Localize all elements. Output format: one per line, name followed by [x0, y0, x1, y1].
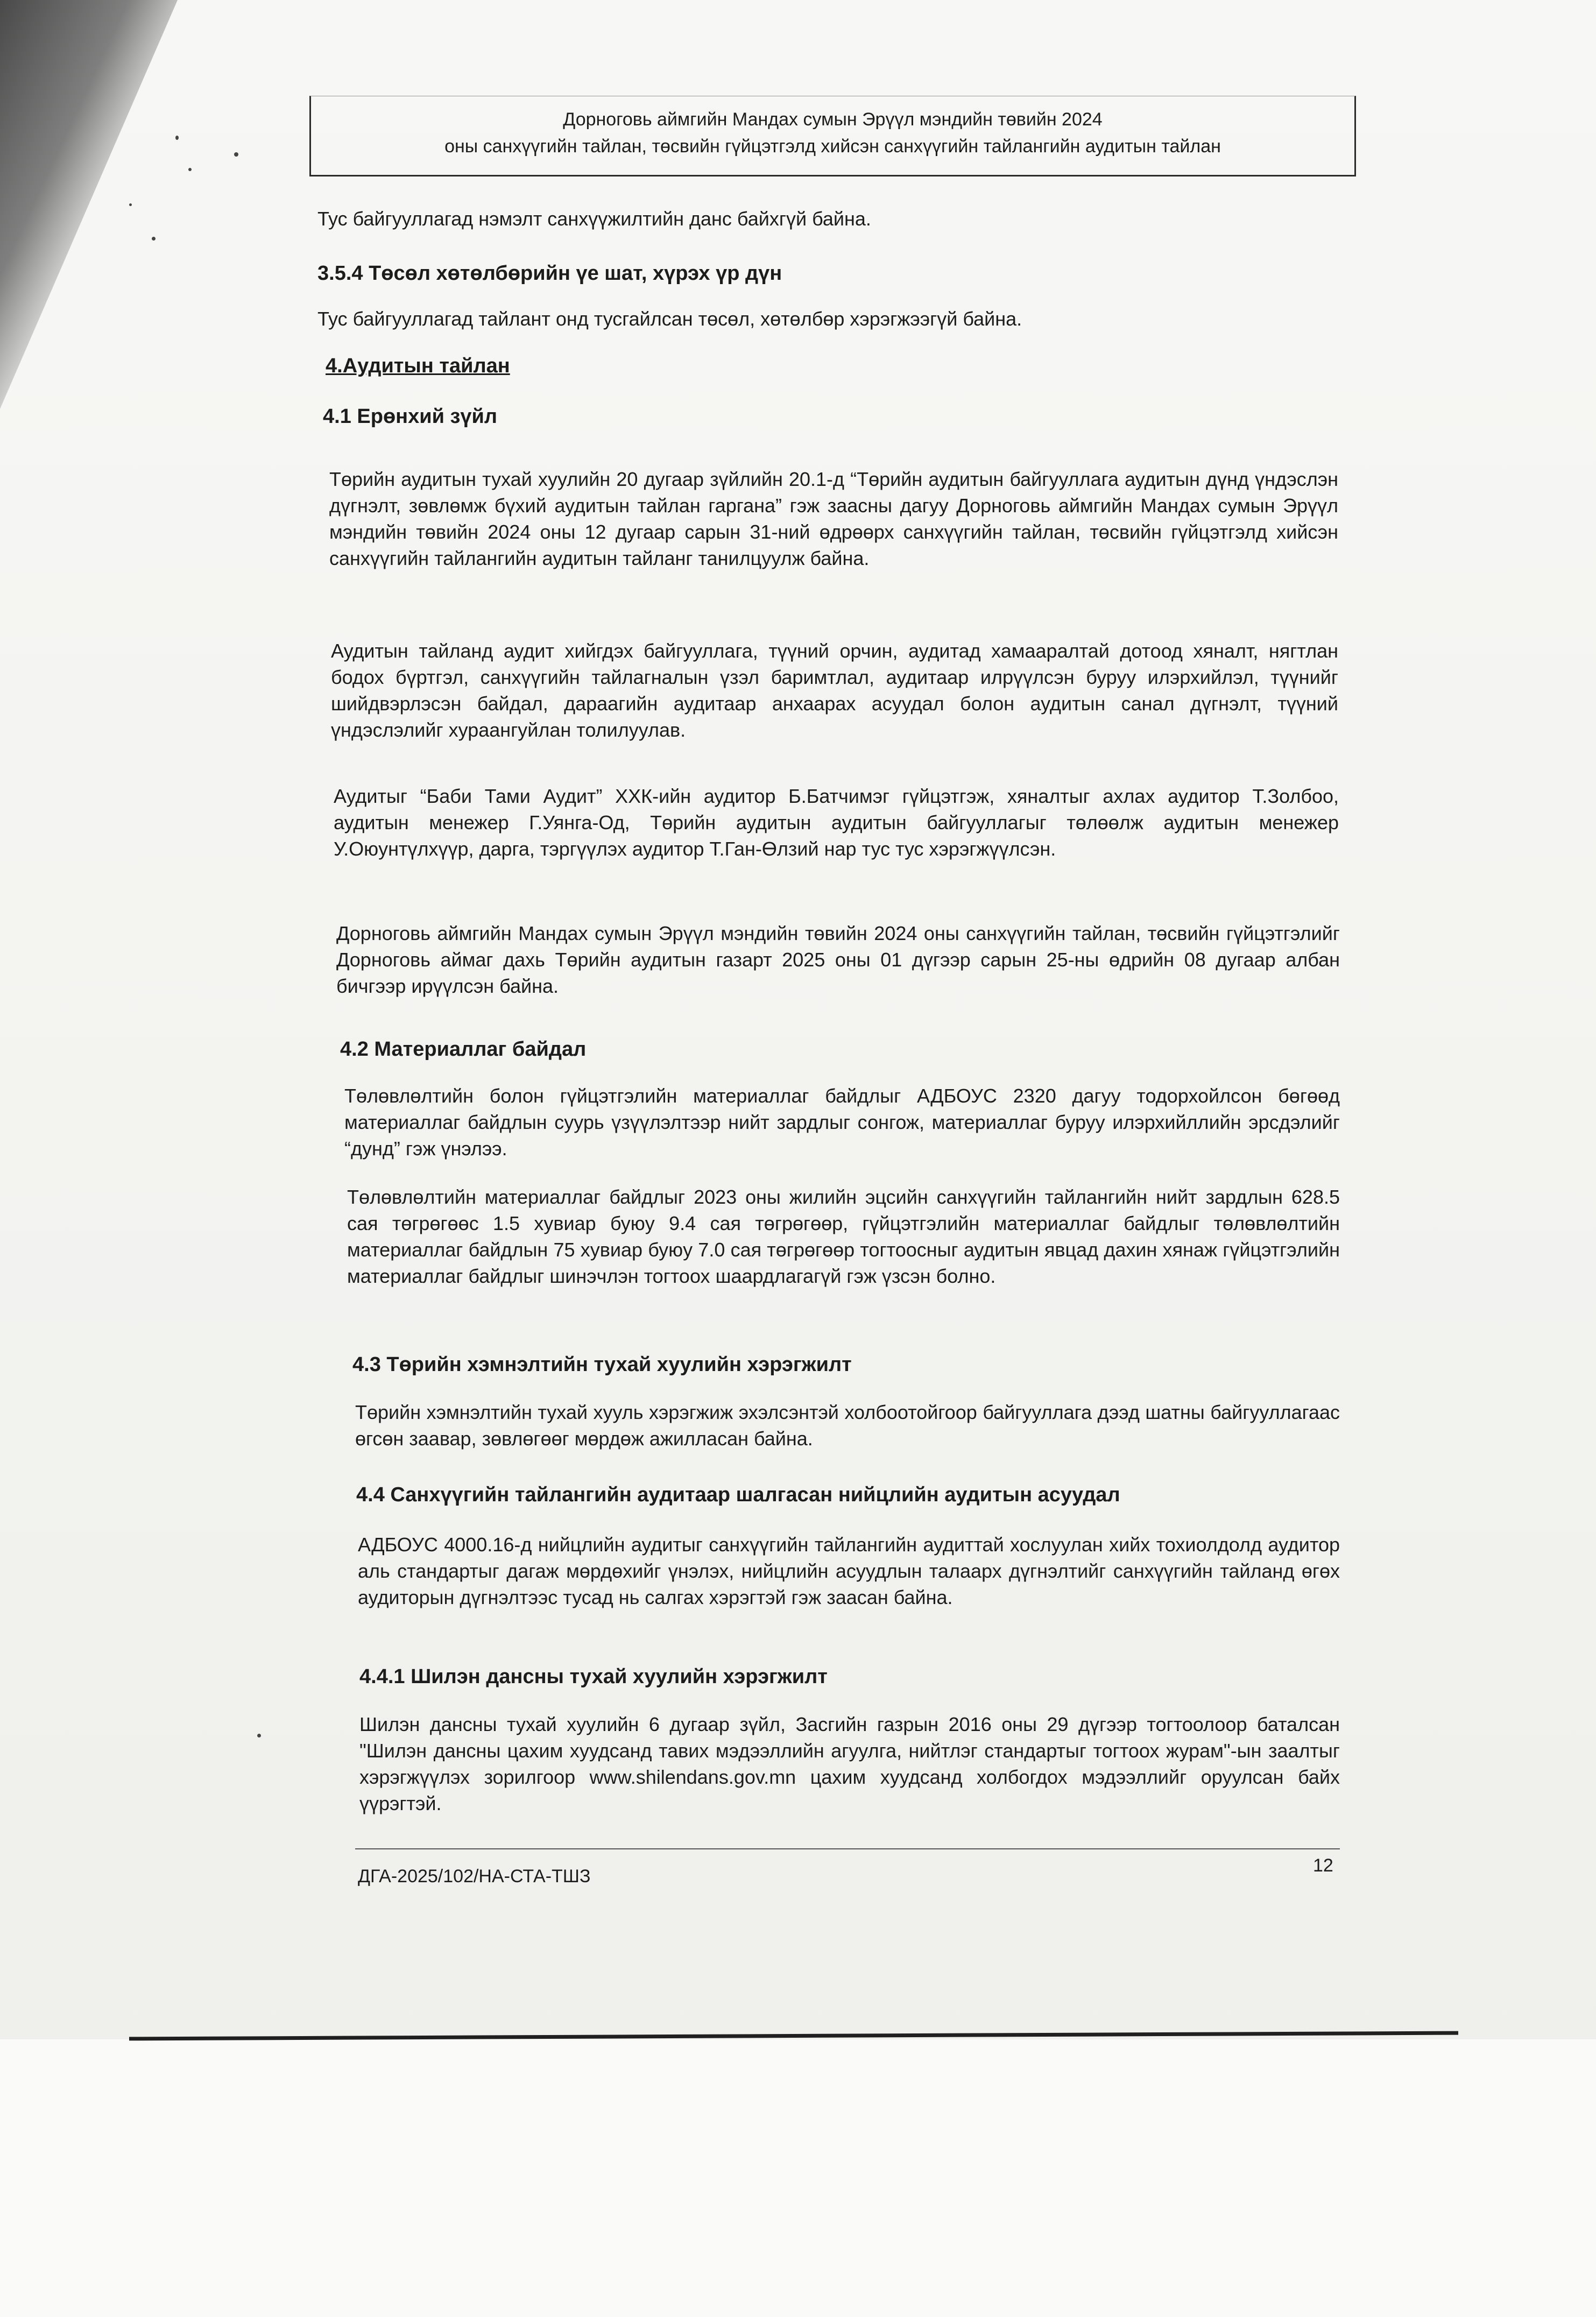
paragraph-block	[331, 638, 1338, 743]
speck	[188, 168, 192, 171]
page-number: 12	[1313, 1855, 1333, 1876]
background-surface	[0, 2039, 1596, 2317]
heading-4-audit-report: 4.Аудитын тайлан	[326, 355, 510, 377]
header-line-2: оны санхүүгийн тайлан, төсвийн гүйцэтгэлд хийсэн санхүүгийн тайлангийн аудитын тайлан	[444, 136, 1221, 157]
speck	[234, 152, 238, 157]
paragraph-4-2-a: Төлөвлөлтийн болон гүйцэтгэлийн материаллаг байдлыг АДБОУС 2320 дагуу тодорхойлсон бөгөөд материаллаг байдлын суурь үзүүлэлтээр нийт зардлыг сонгож, материаллаг буруу илэрхийллийн эрсдэлийг “дунд” гэж үнэлээ.	[344, 1085, 1340, 1160]
heading-4-3: 4.3 Төрийн хэмнэлтийн тухай хуулийн хэрэгжилт	[352, 1353, 852, 1376]
heading-block	[356, 1481, 1379, 1509]
content-block-top	[317, 206, 1340, 232]
heading-4-4-1: 4.4.1 Шилэн дансны тухай хуулийн хэрэгжилт	[359, 1665, 828, 1688]
paragraph-4-1-a: Төрийн аудитын тухай хуулийн 20 дугаар зүйлийн 20.1-д “Төрийн аудитын байгууллага аудитын дүнд үндэслэн дүгнэлт, зөвлөмж бүхий аудитын тайлан гаргана” гэж заасны дагуу Дорноговь аймгийн Мандах сумын Эрүүл мэндийн төвийн 2024 оны 12 дугаар сарын 31-ний өдрөөрх санхүүгийн тайлан, төсвийн гүйцэтгэлд хийсэн санхүүгийн тайлангийн аудитын тайланг танилцуулж байна.	[329, 468, 1338, 569]
paragraph-block	[359, 1711, 1340, 1817]
paragraph-4-4-1: Шилэн дансны тухай хуулийн 6 дугаар зүйл, Засгийн газрын 2016 оны 29 дүгээр тогтоолоор баталсан "Шилэн дансны цахим хуудсанд тавих мэдээллийн агуулга, нийтлэг стандартыг тогтоох журам"-ын заалтыг хэрэгжүүлэх зорилгоор www.shilendans.gov.mn цахим хуудсанд холбогдох мэдээллийг оруулсан байх үүрэгтэй.	[359, 1713, 1340, 1814]
paragraph-block	[334, 783, 1339, 862]
paragraph-block	[329, 466, 1338, 571]
paragraph-4-3: Төрийн хэмнэлтийн тухай хууль хэрэгжиж эхэлсэнтэй холбоотойгоор байгууллага дээд шатны байгууллагаас өгсөн заавар, зөвлөгөөг мөрдөж ажилласан байна.	[355, 1401, 1340, 1450]
speck	[129, 203, 132, 206]
paragraph-4-1-b: Аудитын тайланд аудит хийгдэх байгууллага, түүний орчин, аудитад хамааралтай дотоод хяналт, нягтлан бодох бүртгэл, санхүүгийн тайлагналын үзэл баримтлал, аудитаар илрүүлсэн буруу илэрхийлэл, түүнийг шийдвэрлэсэн байдал, дараагийн аудитаар анхаарах асуудал болон аудитын санал дүгнэлт, түүний үндэслэлийг хураангуйлан толилуулав.	[331, 640, 1338, 741]
paragraph-4-1-c: Аудитыг “Баби Тами Аудит” ХХК-ийн аудитор Б.Батчимэг гүйцэтгэж, хяналтыг ахлах аудитор Т.Золбоо, аудитын менежер Г.Уянга-Од, Төрийн аудитын аудитын байгууллагыг төлөөлж аудитын менежер У.Оюунтүлхүүр, дарга, тэргүүлэх аудитор Т.Ган-Өлзий нар тус тус хэрэгжүүлсэн.	[334, 785, 1339, 860]
heading-4-4: 4.4 Санхүүгийн тайлангийн аудитаар шалгасан нийцлийн аудитын асуудал	[356, 1484, 1120, 1506]
paragraph-4-1-d: Дорноговь аймгийн Мандах сумын Эрүүл мэндийн төвийн 2024 оны санхүүгийн тайлан, төсвийн гүйцэтгэлийг Дорноговь аймаг дахь Төрийн аудитын газарт 2025 оны 01 дүгээр сарын 25-ны өдрийн 08 дугаар албан бичгээр ирүүлсэн байна.	[336, 922, 1340, 997]
heading-block	[340, 1035, 1362, 1063]
speck	[152, 237, 156, 241]
heading-block	[352, 1351, 1375, 1379]
header-line-1: Дорноговь аймгийн Мандах сумын Эрүүл мэндийн төвийн 2024	[563, 109, 1103, 130]
paragraph-block	[317, 306, 1340, 332]
paragraph-3-5-4: Тус байгууллагад тайлант онд тусгайлсан төсөл, хөтөлбөр хэрэгжээгүй байна.	[317, 308, 1022, 330]
footer-document-code: ДГА-2025/102/НА-СТА-ТШЗ	[358, 1866, 591, 1887]
paragraph-block	[336, 920, 1340, 999]
speck	[175, 136, 179, 140]
paragraph-extra-funding: Тус байгууллагад нэмэлт санхүүжилтийн данс байхгүй байна.	[317, 208, 871, 230]
page-header	[309, 96, 1356, 176]
paragraph-block	[347, 1184, 1340, 1289]
heading-4-1: 4.1 Ерөнхий зүйл	[323, 405, 498, 428]
heading-3-5-4: 3.5.4 Төсөл хөтөлбөрийн үе шат, хүрэх үр дүн	[317, 262, 782, 285]
heading-block	[359, 1663, 1382, 1691]
paragraph-4-2-b: Төлөвлөлтийн материаллаг байдлыг 2023 оны жилийн эцсийн санхүүгийн тайлангийн нийт зардлын 628.5 сая төгрөгөөс 1.5 хувиар буюу 9.4 сая төгрөгөөр, гүйцэтгэлийн материаллаг байдлыг төлөвлөлтийн материаллаг байдлын 75 хувиар буюу 7.0 сая төгрөгөөр тогтоосныг аудитын явцад дахин хянаж гүйцэтгэлийн материаллаг байдлыг шинэчлэн тогтоох шаардлагагүй гэж үзсэн болно.	[347, 1186, 1340, 1287]
heading-block	[326, 352, 1348, 380]
heading-block	[323, 402, 1345, 430]
paragraph-block	[344, 1083, 1340, 1162]
heading-4-2: 4.2 Материаллаг байдал	[340, 1038, 587, 1061]
footer-divider	[355, 1848, 1340, 1849]
speck	[257, 1734, 261, 1737]
paragraph-block	[358, 1531, 1340, 1610]
paragraph-4-4: АДБОУС 4000.16-д нийцлийн аудитыг санхүүгийн тайлангийн аудиттай хослуулан хийх тохиолдолд аудитор аль стандартыг дагаж мөрдөхийг үнэлэх, нийцлийн асуудлын талаарх дүгнэлтийг санхүүгийн тайланд өгөх аудиторын дүгнэлтээс тусад нь салгах хэрэгтэй гэж заасан байна.	[358, 1534, 1340, 1608]
heading-block	[317, 259, 1340, 287]
paragraph-block	[355, 1399, 1340, 1452]
